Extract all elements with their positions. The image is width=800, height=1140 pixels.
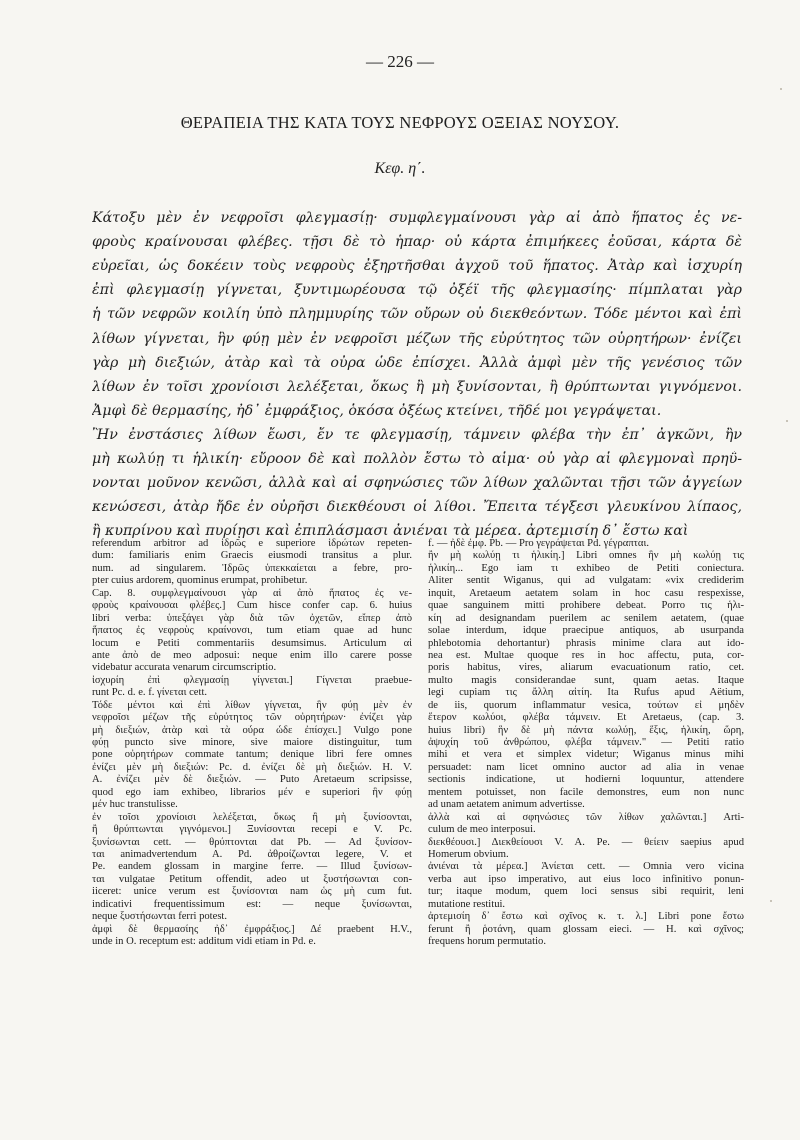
footnote-line: mihi et vera et simplex videtur; Wiganus minus mihi bbox=[428, 749, 744, 761]
footnote-line: Τόδε μέντοι καὶ ἐπὶ λίθων γίγνεται, ἣν φύῃ μὲν ἐν bbox=[92, 699, 412, 711]
footnote-line: runt Pc. d. e. f. γίνεται cett. bbox=[92, 687, 208, 699]
paper-speck bbox=[780, 88, 782, 90]
footnote-line: ἀψυχίη τοῦ ἀνθρώπου, φλέβα τάμνειν." — Petiti ratio bbox=[428, 737, 744, 748]
footnote-line: ἀρτεμισίη δ᾽ ἔστω καὶ σχῖνος κ. τ. λ.] Libri pone ἔστω bbox=[428, 911, 744, 923]
footnote-line: de iis, quorum inflammatur vesica, τούτων εἰ μηδὲν bbox=[428, 699, 744, 711]
footnote-line: quod ego iam exhibeo, librarios μέν e superiori ἣν φύῃ bbox=[92, 786, 412, 798]
footnote-line: ἐνίζει μὲν μὴ διεξιών: Pc. d. ἐνίζει δὲ μὴ διεξιών. H. V. bbox=[92, 761, 412, 773]
footnote-line: ξυνίσωνται cett. — θρύπτονται dat Pb. — Ad ξυνίσον- bbox=[92, 836, 412, 848]
main-text-line: ἢ κυπρίνου καὶ πυρίῃσι καὶ ἐπιπλάσμασι ἀνιέναι τὰ μέρεα. ἀρτεμισίη δ᾽ ἔστω καὶ bbox=[92, 523, 689, 540]
footnotes-right-column bbox=[428, 538, 744, 948]
chapter-number: Κεφ. η΄. bbox=[374, 160, 426, 177]
footnote-line: ἢν μὴ κωλύῃ τι ἡλικίη.] Libri omnes ἣν μὴ κωλύῃ τις bbox=[428, 550, 744, 562]
footnote-line: verba aut ipso imperativo, aut eius loco infinitivo ponun- bbox=[428, 873, 744, 885]
footnote-separator bbox=[92, 530, 742, 531]
footnote-line: ad unam aetatem animum advertisse. bbox=[428, 799, 585, 811]
footnote-line: multo magis considerandae sunt, quam aetas. Itaque bbox=[428, 674, 744, 686]
main-text-line: λίθων γίγνεται, ἣν φύῃ μὲν ἐν νεφροῖσι μέζων τῆς εὐρύτητος τῶν οὐρητήρων· ἐνίζει bbox=[92, 330, 742, 347]
footnote-line: f. — ἠδὲ ἐμφ. Pb. — Pro γεγράψεται Pd. γέγραπται. bbox=[428, 538, 649, 549]
footnote-line: Aliter sentit Wiganus, qui ad vulgatam: «vix crediderim bbox=[428, 575, 744, 587]
footnote-line: κίη ad designandam puerilem ac senilem aetatem, (quae bbox=[428, 612, 744, 624]
footnote-line: ἀμφὶ δὲ θερμασίης ἠδ᾽ ἐμφράξιος.] Δέ praebent H.V., bbox=[92, 923, 412, 935]
footnote-line: inquit, Aretaeum aetatem solam in hoc casu respexisse, bbox=[428, 587, 744, 599]
footnote-line: ἡλικίη... Ego iam τι exhibeo de Petiti coniectura. bbox=[428, 562, 744, 574]
footnote-line: pone οὐρητήρων commate tantum; denique libri fere omnes bbox=[92, 749, 412, 761]
paper-speck bbox=[770, 900, 772, 902]
footnote-line: ἐν τοῖσι χρονίοισι λελέξεται, ὅκως ἢ μὴ ξυνίσονται, bbox=[92, 811, 412, 823]
main-text-line: Κάτοξυ μὲν ἐν νεφροῖσι φλεγμασίῃ· συμφλεγμαίνουσι γὰρ αἱ ἀπὸ ἥπατος ἐς νε- bbox=[92, 210, 742, 226]
footnote-line: μέν huc transtulisse. bbox=[92, 799, 178, 811]
main-text-line: κενώσεσι, ἀτὰρ ἤδε ἐν οὐρῆσι διεκθέουσι οἱ λίθοι. Ἔπειτα τέγξεσι γλευκίνου λίπαος, bbox=[92, 499, 742, 516]
footnote-line: ται vulgatae Petitum offendit, adeo ut ξυστήσωνται con- bbox=[92, 873, 412, 885]
paper-speck bbox=[786, 420, 788, 422]
footnote-line: videbatur accurata venarum circumscriptio. bbox=[92, 662, 277, 674]
footnote-line: iiceret: unice verum est ξυνίσονται nam ὡς μὴ cum fut. bbox=[92, 886, 412, 898]
footnote-line: Homerum obvium. bbox=[428, 848, 509, 860]
footnote-line: culum de meo interposui. bbox=[428, 824, 536, 836]
footnote-line: μὴ διεξιών, ἀτὰρ καὶ τὰ οὖρα ὧδε ἐπίσχει.] Vulgo pone bbox=[92, 724, 412, 736]
footnote-line: φύῃ puncto sive minore, sive maiore distinguitur, tum bbox=[92, 737, 412, 748]
footnote-line: persuadet: nam licet omnino auctor ad alia in venae bbox=[428, 761, 744, 773]
footnote-line: neque ξυστήσωνται ferri potest. bbox=[92, 911, 228, 923]
footnote-line: ferunt ἢ ῥοτάνη, quam glossam eieci. — H. καὶ σχῖνος; bbox=[428, 923, 744, 935]
footnote-line: sectionis indicatione, ut hodierni loquuntur, attendere bbox=[428, 774, 744, 786]
footnote-line: διεκθέουσι.] Διεκθείουσι V. A. Pe. — θείειν saepius apud bbox=[428, 836, 744, 848]
footnote-line: ἰσχυρίη ἐπὶ φλεγμασίῃ γίγνεται.] Γίγνεται praebue- bbox=[92, 674, 412, 686]
footnote-line: ἀλλὰ καὶ αἱ σφηνώσιες τῶν λίθων χαλῶνται.] Arti- bbox=[428, 811, 744, 823]
main-text-line: ἡ τῶν νεφρῶν κοιλίη ὑπὸ πλημμυρίης τῶν οὔρων οὐ διεκθεόντων. Τόδε μέντοι καὶ ἐπὶ bbox=[92, 306, 742, 323]
footnote-line: unde in O. receptum est: additum vidi etiam in Pd. e. bbox=[92, 936, 316, 947]
main-text-line: εὐρεῖαι, ὡς δοκέειν τοὺς νεφροὺς ἐξηρτῆσθαι ἀγχοῦ τοῦ ἥπατος. Ἀτὰρ καὶ ἰσχυρίη bbox=[92, 258, 742, 275]
footnote-line: locum e Petiti commentariis desumsimus. Articulum αἱ bbox=[92, 637, 412, 649]
main-text-line: Ἢν ἐνστάσιες λίθων ἔωσι, ἔν τε φλεγμασίῃ, τάμνειν φλέβα τὴν ἐπ᾽ ἀγκῶνι, ἢν bbox=[92, 426, 742, 443]
footnote-line: ante ἀπὸ de meo adposui: neque enim illo carere posse bbox=[92, 649, 412, 661]
main-text-line: νονται μοῦνον κενῶσι, ἀλλὰ καὶ αἱ σφηνώσιες τῶν λίθων χαλῶνται τῇσι τῶν ἀγγείων bbox=[92, 475, 742, 492]
footnote-line: indicativi frequentissimum est: — neque ξυνίσωνται, bbox=[92, 898, 412, 910]
footnote-line: mutatione restitui. bbox=[428, 898, 506, 910]
footnote-line: mentem potuisset, non facile demonstres, eum non nunc bbox=[428, 786, 744, 798]
main-text-line: μὴ κωλύῃ τι ἡλικίη· εὔροον δὲ καὶ πολλὸν ἔστω τὸ αἷμα· οὐ γὰρ αἱ φλεγμοναὶ πρηΰ- bbox=[92, 451, 742, 467]
footnote-line: νεφροῖσι μέζων τῆς εὐρύτητος τῶν οὐρητήρων· ἐνίζει γὰρ bbox=[92, 712, 412, 724]
footnote-line: libri verba: ὑπεξάγει γὰρ διὰ τῶν ὀχετῶν, εἴπερ ἀπὸ bbox=[92, 612, 412, 624]
footnote-line: tur; itaque modum, quem loci sensus sibi requirit, leni bbox=[428, 886, 744, 898]
footnote-line: φροὺς κραίνουσαι φλέβες.] Cum hisce confer cap. 6. huius bbox=[92, 600, 412, 612]
main-text-line: Ἀμφὶ δὲ θερμασίης, ἠδ᾽ ἐμφράξιος, ὁκόσα ὀξέως κτείνει, τῆδέ μοι γεγράψεται. bbox=[92, 402, 662, 419]
main-text-line: φροὺς κραίνουσαι φλέβες. τῇσι δὲ τὸ ἧπαρ· οὐ κάρτα ἐπιμήκεες ἐοῦσαι, κάρτα δὲ bbox=[92, 234, 742, 251]
footnote-line: phlebotomia dehortantur) phrasis minime clara aut ido- bbox=[428, 637, 744, 649]
footnote-line: dum: familiaris enim Graecis eiusmodi transitus a plur. bbox=[92, 550, 412, 562]
chapter-title: ΘΕΡΑΠΕΙΑ ΤΗΣ ΚΑΤΑ ΤΟΥΣ ΝΕΦΡΟΥΣ ΟΞΕΙΑΣ ΝΟΥΣΟΥ. bbox=[180, 113, 620, 132]
main-text-line: γὰρ μὴ διεξιών, ἀτὰρ καὶ τὰ οὖρα ὧδε ἐπίσχει. Ἀλλὰ ἀμφὶ μὲν τῆς γενέσιος τῶν bbox=[92, 354, 742, 371]
main-text-line: λίθων ἐν τοῖσι χρονίοισι λελέξεται, ὅκως ἢ μὴ ξυνίσονται, ἢ θρύπτωνται γιγνόμενοι. bbox=[92, 378, 742, 395]
footnote-line: Pe. eandem glossam in margine ferre. — Illud ξυνίσων- bbox=[92, 861, 412, 873]
footnote-line: referendum arbitror ad ἱδρῶς e superiore ἱδρώτων repeten- bbox=[92, 538, 412, 549]
footnote-line: Cap. 8. συμφλεγμαίνουσι γὰρ αἱ ἀπὸ ἥπατος ἐς νε- bbox=[92, 587, 412, 599]
footnote-line: ἀνιέναι τὰ μέρεα.] Ἀνίεται cett. — Omnia vero vicina bbox=[428, 861, 744, 873]
footnotes-left-column bbox=[92, 538, 412, 948]
footnote-line: huius libri) ἣν δὲ μὴ πάντα κωλύῃ, ἕξις, ἡλικίη, ὥρη, bbox=[428, 724, 744, 736]
footnote-line: ἥπατος ἐς νεφροὺς κραίνονσι, tum etiam quae ad hunc bbox=[92, 625, 412, 637]
footnote-line: ἢ θρύπτωνται γιγνόμενοι.] Ξυνίσονται recepi e V. Pc. bbox=[92, 824, 412, 836]
footnote-line: nea est. Multae quoque res in hoc affectu, puta, cor- bbox=[428, 649, 744, 661]
footnote-line: ται animadvertendum A. Pd. ἀθροίζωνται legere, V. et bbox=[92, 848, 412, 860]
footnote-line: ἕτερον κωλύοι, φλέβα τάμνειν. Et Aretaeus, (cap. 3. bbox=[428, 712, 744, 724]
footnote-line: frequens horum permutatio. bbox=[428, 936, 546, 947]
footnote-line: A. ἐνίζει μὲν δὲ διεξιών. — Puto Aretaeum scripsisse, bbox=[92, 774, 412, 786]
footnote-line: poris habitus, vires, aliarum evacuationum ratio, cet. bbox=[428, 662, 744, 674]
footnote-line: pter cuius ardorem, quominus erumpat, prohibetur. bbox=[92, 575, 308, 587]
footnote-line: legi cupiam τις ἄλλη αἰτίη. Ita Rufus apud Aëtium, bbox=[428, 687, 744, 699]
page-number: — 226 — bbox=[366, 52, 434, 71]
footnote-line: quae sanguinem mitti prohibere debeat. Porro τις ἡλι- bbox=[428, 600, 744, 612]
footnote-line: solae interdum, idque praecipue antiquos, ab usurpanda bbox=[428, 625, 744, 637]
main-text-line: ἐπὶ φλεγμασίῃ γίγνεται, ξυντιμωρέουσα τῷ ὀξέϊ τῆς φλεγμασίης· πίμπλαται γὰρ bbox=[92, 282, 742, 299]
footnote-line: num. ad singularem. Ἱδρῶς ὑπεκκαίεται a febre, pro- bbox=[92, 562, 412, 574]
